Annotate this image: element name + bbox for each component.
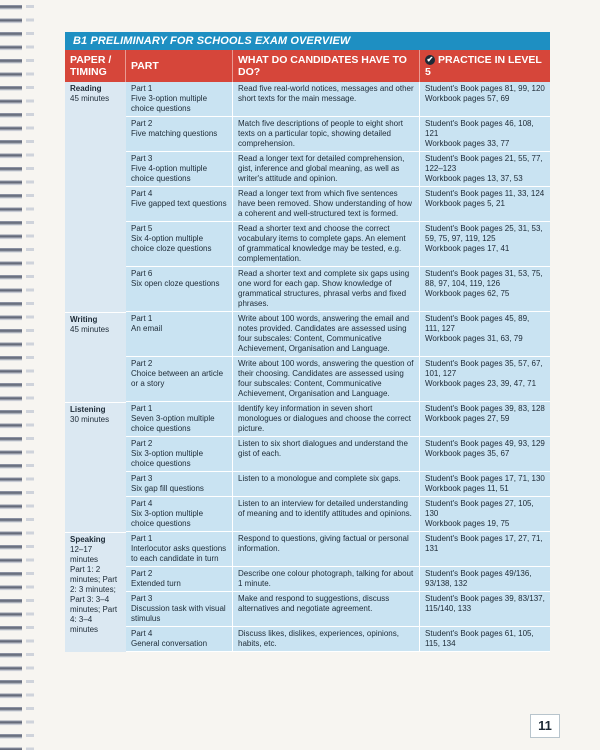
part-number: Part 6 — [131, 269, 153, 278]
part-cell — [126, 532, 233, 567]
table-header-row — [65, 50, 550, 82]
workbook-pages: Workbook pages 5, 21 — [425, 199, 505, 208]
students-book-pages: Student's Book pages 17, 27, 71, 131 — [425, 534, 543, 553]
part-cell — [126, 152, 233, 187]
part-number: Part 3 — [131, 474, 153, 483]
students-book-pages: Student's Book pages 31, 53, 75, 88, 97, 104, 119, 126 — [425, 269, 543, 288]
part-number: Part 3 — [131, 154, 153, 163]
workbook-pages: Workbook pages 62, 75 — [425, 289, 510, 298]
checkmark-circle-icon: ✔ — [426, 55, 434, 65]
paper-cell-speaking — [65, 532, 126, 652]
exam-overview-page — [65, 32, 550, 652]
paper-name: Writing — [70, 315, 98, 324]
part-description: An email — [131, 324, 163, 333]
part-number: Part 1 — [131, 534, 153, 543]
part-description: Five 4-option multiple choice questions — [131, 164, 208, 183]
part-description: Six open cloze questions — [131, 279, 220, 288]
table-row — [65, 627, 550, 652]
part-number: Part 2 — [131, 569, 153, 578]
task-description-cell: Identify key information in seven short monologues or dialogues and choose the correct picture. — [233, 402, 420, 437]
header-what: WHAT DO CANDIDATES HAVE TO DO? — [233, 50, 420, 82]
practice-cell — [420, 187, 550, 222]
paper-cell-reading — [65, 82, 126, 312]
table-row — [65, 592, 550, 627]
students-book-pages: Student's Book pages 45, 89, 111, 127 — [425, 314, 530, 333]
students-book-pages: Student's Book pages 49/136, 93/138, 132 — [425, 569, 532, 588]
part-cell — [126, 312, 233, 357]
part-description: Discussion task with visual stimulus — [131, 604, 226, 623]
part-number: Part 4 — [131, 499, 153, 508]
part-cell — [126, 187, 233, 222]
workbook-pages: Workbook pages 31, 63, 79 — [425, 334, 523, 343]
part-description: Six 4-option multiple choice cloze questions — [131, 234, 212, 253]
part-description: Six gap fill questions — [131, 484, 204, 493]
spiral-binding — [0, 0, 40, 750]
page-title: B1 PRELIMINARY FOR SCHOOLS EXAM OVERVIEW — [65, 32, 550, 50]
workbook-pages: Workbook pages 23, 39, 47, 71 — [425, 379, 537, 388]
table-row — [65, 117, 550, 152]
task-description-cell: Read a shorter text and complete six gaps using one word for each gap. Show knowledge of grammatical structures, phrasal verbs and fixed phrases. — [233, 267, 420, 312]
students-book-pages: Student's Book pages 49, 93, 129 — [425, 439, 545, 448]
paper-timing-detail: Part 1: 2 minutes; Part 2: 3 minutes; Part 3: 3–4 minutes; Part 4: 3–4 minutes — [70, 565, 118, 634]
part-description: Interlocutor asks questions to each candidate in turn — [131, 544, 227, 563]
task-description-cell: Write about 100 words, answering the email and notes provided. Candidates are assessed using four subscales: Content, Communicative Achievement, Organisation and Language. — [233, 312, 420, 357]
workbook-pages: Workbook pages 27, 59 — [425, 414, 510, 423]
paper-timing: 45 minutes — [70, 94, 110, 103]
part-cell — [126, 627, 233, 652]
part-description: Six 3-option multiple choice questions — [131, 449, 204, 468]
workbook-pages: Workbook pages 11, 51 — [425, 484, 509, 493]
table-row — [65, 187, 550, 222]
part-description: Six 3-option multiple choice questions — [131, 509, 204, 528]
workbook-pages: Workbook pages 33, 77 — [425, 139, 510, 148]
task-description-cell: Read a shorter text and choose the correct vocabulary items to complete gaps. An element of grammatical knowledge may be tested, e.g. complementation. — [233, 222, 420, 267]
table-body — [65, 82, 550, 652]
workbook-pages: Workbook pages 35, 67 — [425, 449, 510, 458]
workbook-pages: Workbook pages 17, 41 — [425, 244, 510, 253]
paper-name: Speaking — [70, 535, 106, 544]
students-book-pages: Student's Book pages 17, 71, 130 — [425, 474, 545, 483]
students-book-pages: Student's Book pages 81, 99, 120 — [425, 84, 545, 93]
part-number: Part 4 — [131, 629, 153, 638]
part-cell — [126, 357, 233, 402]
part-description: Five 3-option multiple choice questions — [131, 94, 208, 113]
part-number: Part 1 — [131, 84, 153, 93]
part-cell — [126, 82, 233, 117]
paper-timing: 30 minutes — [70, 415, 110, 424]
task-description-cell: Discuss likes, dislikes, experiences, opinions, habits, etc. — [233, 627, 420, 652]
table-row — [65, 532, 550, 567]
paper-cell-writing — [65, 312, 126, 402]
paper-timing: 12–17 minutes — [70, 545, 99, 564]
table-row — [65, 357, 550, 402]
part-cell — [126, 592, 233, 627]
part-description: General conversation — [131, 639, 208, 648]
part-number: Part 1 — [131, 314, 153, 323]
paper-name: Listening — [70, 405, 106, 414]
part-description: Seven 3-option multiple choice questions — [131, 414, 215, 433]
part-number: Part 5 — [131, 224, 153, 233]
task-description-cell: Match five descriptions of people to eight short texts on a particular topic, showing detailed comprehension. — [233, 117, 420, 152]
practice-cell — [420, 357, 550, 402]
table-row — [65, 402, 550, 437]
practice-cell — [420, 152, 550, 187]
practice-cell — [420, 117, 550, 152]
paper-cell-listening — [65, 402, 126, 532]
part-cell — [126, 402, 233, 437]
table-row — [65, 312, 550, 357]
header-paper-timing: PAPER / TIMING — [65, 50, 126, 82]
table-row — [65, 82, 550, 117]
practice-cell — [420, 567, 550, 592]
part-cell — [126, 497, 233, 532]
task-description-cell: Listen to a monologue and complete six gaps. — [233, 472, 420, 497]
part-cell — [126, 267, 233, 312]
practice-cell — [420, 222, 550, 267]
header-practice — [420, 50, 550, 82]
table-row — [65, 267, 550, 312]
students-book-pages: Student's Book pages 46, 108, 121 — [425, 119, 534, 138]
workbook-pages: Workbook pages 19, 75 — [425, 519, 510, 528]
practice-cell — [420, 532, 550, 567]
part-cell — [126, 222, 233, 267]
students-book-pages: Student's Book pages 21, 55, 77, 122–123 — [425, 154, 543, 173]
students-book-pages: Student's Book pages 25, 31, 53, 59, 75, 97, 119, 125 — [425, 224, 543, 243]
table-row — [65, 222, 550, 267]
table-row — [65, 472, 550, 497]
part-cell — [126, 117, 233, 152]
header-part: PART — [126, 50, 233, 82]
task-description-cell: Listen to an interview for detailed understanding of meaning and to identify attitudes and opinions. — [233, 497, 420, 532]
exam-overview-table — [65, 50, 550, 652]
task-description-cell: Read five real-world notices, messages and other short texts for the main message. — [233, 82, 420, 117]
task-description-cell: Write about 100 words, answering the question of their choosing. Candidates are assessed using four subscales: Content, Communicative Achievement, Organisation and Language. — [233, 357, 420, 402]
task-description-cell: Describe one colour photograph, talking for about 1 minute. — [233, 567, 420, 592]
workbook-pages: Workbook pages 57, 69 — [425, 94, 510, 103]
paper-timing: 45 minutes — [70, 325, 110, 334]
part-cell — [126, 472, 233, 497]
practice-cell — [420, 267, 550, 312]
part-number: Part 1 — [131, 404, 153, 413]
students-book-pages: Student's Book pages 39, 83, 128 — [425, 404, 545, 413]
practice-cell — [420, 472, 550, 497]
students-book-pages: Student's Book pages 11, 33, 124 — [425, 189, 545, 198]
part-number: Part 2 — [131, 359, 153, 368]
part-description: Five matching questions — [131, 129, 218, 138]
part-number: Part 2 — [131, 119, 153, 128]
part-description: Extended turn — [131, 579, 181, 588]
practice-cell — [420, 82, 550, 117]
practice-cell — [420, 312, 550, 357]
table-row — [65, 152, 550, 187]
part-description: Five gapped text questions — [131, 199, 227, 208]
table-row — [65, 497, 550, 532]
practice-cell — [420, 627, 550, 652]
part-number: Part 2 — [131, 439, 153, 448]
binding-holes — [26, 0, 34, 750]
header-practice-label: PRACTICE IN LEVEL 5 — [425, 54, 542, 78]
part-description: Choice between an article or a story — [131, 369, 224, 388]
page-number: 11 — [530, 714, 560, 738]
students-book-pages: Student's Book pages 35, 57, 67, 101, 127 — [425, 359, 543, 378]
practice-cell — [420, 437, 550, 472]
part-number: Part 4 — [131, 189, 153, 198]
practice-cell — [420, 497, 550, 532]
students-book-pages: Student's Book pages 61, 105, 115, 134 — [425, 629, 534, 648]
paper-name: Reading — [70, 84, 102, 93]
part-cell — [126, 437, 233, 472]
task-description-cell: Make and respond to suggestions, discuss alternatives and negotiate agreement. — [233, 592, 420, 627]
task-description-cell: Read a longer text for detailed comprehension, gist, inference and global meaning, as well as writer's attitude and opinion. — [233, 152, 420, 187]
table-row — [65, 567, 550, 592]
workbook-pages: Workbook pages 13, 37, 53 — [425, 174, 523, 183]
practice-cell — [420, 402, 550, 437]
task-description-cell: Read a longer text from which five sentences have been removed. Show understanding of how a coherent and well-structured text is formed. — [233, 187, 420, 222]
task-description-cell: Respond to questions, giving factual or personal information. — [233, 532, 420, 567]
practice-cell — [420, 592, 550, 627]
students-book-pages: Student's Book pages 27, 105, 130 — [425, 499, 534, 518]
task-description-cell: Listen to six short dialogues and understand the gist of each. — [233, 437, 420, 472]
part-number: Part 3 — [131, 594, 153, 603]
part-cell — [126, 567, 233, 592]
students-book-pages: Student's Book pages 39, 83/137, 115/140, 133 — [425, 594, 545, 613]
table-row — [65, 437, 550, 472]
